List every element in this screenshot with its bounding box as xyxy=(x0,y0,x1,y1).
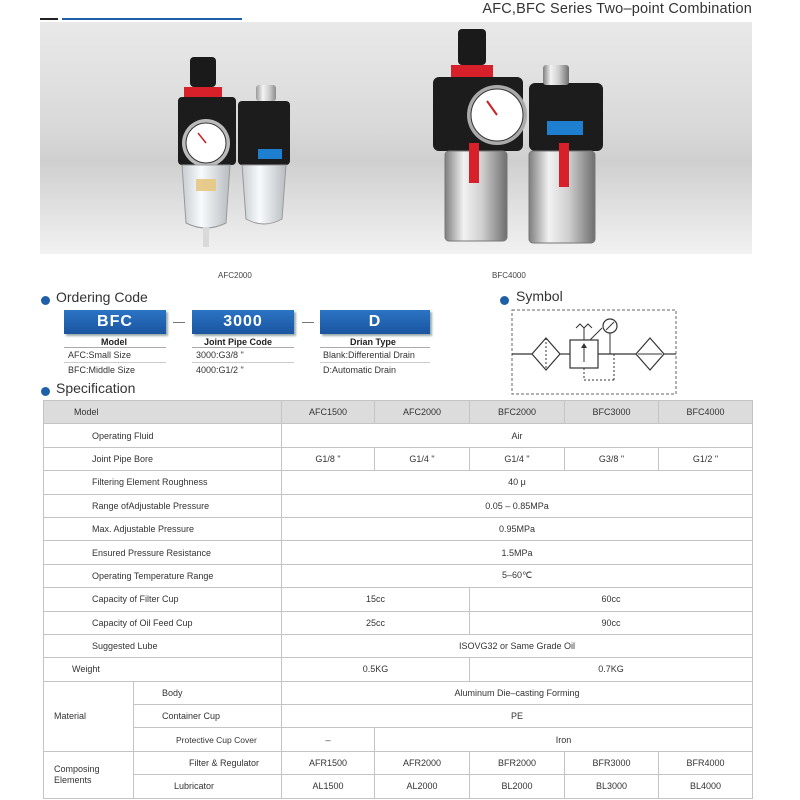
row-value: PE xyxy=(282,705,753,728)
row-value: 1.5MPa xyxy=(282,541,753,564)
row-value: 0.95MPa xyxy=(282,517,753,540)
code-dash xyxy=(173,322,185,323)
row-value: ISOVG32 or Same Grade Oil xyxy=(282,634,753,657)
drain-option-auto: D:Automatic Drain xyxy=(323,365,397,375)
model-cell: AFC2000 xyxy=(375,401,470,424)
drain-option-blank: Blank:Differential Drain xyxy=(323,350,415,360)
model-cell: AFC1500 xyxy=(282,401,375,424)
row-value: BFR4000 xyxy=(659,751,753,774)
row-value: 60cc xyxy=(470,588,753,611)
row-value: 0.05 – 0.85MPa xyxy=(282,494,753,517)
model-cell: BFC3000 xyxy=(565,401,659,424)
afc2000-caption: AFC2000 xyxy=(218,271,252,280)
row-value: G1/4 " xyxy=(375,447,470,470)
row-label: Operating Temperature Range xyxy=(44,564,282,587)
pipe-option-4000: 4000:G1/2 " xyxy=(196,365,244,375)
model-rule-2 xyxy=(64,362,166,363)
pipe-option-3000: 3000:G3/8 " xyxy=(196,350,244,360)
row-value: – xyxy=(282,728,375,751)
row-value: 15cc xyxy=(282,588,470,611)
table-row xyxy=(44,728,753,751)
code-box-model: BFC xyxy=(64,310,166,334)
model-option-small: AFC:Small Size xyxy=(68,350,132,360)
model-cell: BFC2000 xyxy=(470,401,565,424)
pipe-field-title: Joint Pipe Code xyxy=(204,337,273,347)
pneumatic-symbol-diagram xyxy=(510,308,678,396)
drain-rule xyxy=(320,347,430,348)
row-label: Joint Pipe Bore xyxy=(44,447,282,470)
row-value: 0.5KG xyxy=(282,658,470,681)
model-header-cell: Model xyxy=(44,401,282,424)
row-value: 0.7KG xyxy=(470,658,753,681)
symbol-bullet xyxy=(500,292,509,310)
ordering-code-heading: Ordering Code xyxy=(56,289,148,305)
code-box-pipe: 3000 xyxy=(192,310,294,334)
table-row xyxy=(44,424,753,447)
row-value: AL2000 xyxy=(375,775,470,798)
table-row xyxy=(44,564,753,587)
table-row xyxy=(44,775,753,798)
model-field-title: Model xyxy=(101,337,127,347)
row-label: Body xyxy=(134,681,282,704)
row-value: G1/8 " xyxy=(282,447,375,470)
row-label: Weight xyxy=(44,658,282,681)
table-row xyxy=(44,705,753,728)
row-label: Operating Fluid xyxy=(44,424,282,447)
row-value: Air xyxy=(282,424,753,447)
row-value: G1/2 " xyxy=(659,447,753,470)
row-value: AFR2000 xyxy=(375,751,470,774)
row-value: G3/8 " xyxy=(565,447,659,470)
model-rule xyxy=(64,347,166,348)
table-row xyxy=(44,494,753,517)
code-box-drain: D xyxy=(320,310,430,334)
ordering-bullet xyxy=(41,292,50,310)
row-label: Capacity of Oil Feed Cup xyxy=(44,611,282,634)
bfc4000-product-image xyxy=(425,25,615,255)
table-row xyxy=(44,471,753,494)
bfc4000-caption: BFC4000 xyxy=(492,271,526,280)
row-label: Filter & Regulator xyxy=(134,751,282,774)
row-value: 40 μ xyxy=(282,471,753,494)
row-value: BFR3000 xyxy=(565,751,659,774)
row-label: Range ofAdjustable Pressure xyxy=(44,494,282,517)
table-row xyxy=(44,634,753,657)
product-photo-band xyxy=(40,22,752,254)
table-row xyxy=(44,517,753,540)
row-value: AFR1500 xyxy=(282,751,375,774)
pipe-rule xyxy=(192,347,294,348)
header-rule-blue xyxy=(62,18,242,20)
row-value: Aluminum Die–casting Forming xyxy=(282,681,753,704)
symbol-heading: Symbol xyxy=(516,288,563,304)
specification-heading: Specification xyxy=(56,380,136,396)
row-label: Capacity of Filter Cup xyxy=(44,588,282,611)
row-value: BL2000 xyxy=(470,775,565,798)
table-row xyxy=(44,401,753,424)
table-row xyxy=(44,611,753,634)
pipe-rule-2 xyxy=(192,362,294,363)
row-label: Container Cup xyxy=(134,705,282,728)
row-label: Suggested Lube xyxy=(44,634,282,657)
row-label: Max. Adjustable Pressure xyxy=(44,517,282,540)
specification-table xyxy=(43,400,753,799)
material-group-label: Material xyxy=(44,681,134,751)
row-value: BL3000 xyxy=(565,775,659,798)
composing-group-label: Composing Elements xyxy=(44,751,134,798)
row-value: Iron xyxy=(375,728,753,751)
row-value: BFR2000 xyxy=(470,751,565,774)
code-dash xyxy=(302,322,314,323)
row-label: Filtering Element Roughness xyxy=(44,471,282,494)
drain-rule-2 xyxy=(320,362,430,363)
page-title: AFC,BFC Series Two–point Combination xyxy=(482,1,752,17)
row-value: AL1500 xyxy=(282,775,375,798)
row-value: BL4000 xyxy=(659,775,753,798)
model-option-middle: BFC:Middle Size xyxy=(68,365,136,375)
row-value: 90cc xyxy=(470,611,753,634)
row-value: 5–60℃ xyxy=(282,564,753,587)
table-row xyxy=(44,447,753,470)
table-row xyxy=(44,588,753,611)
row-value: 25cc xyxy=(282,611,470,634)
drain-field-title: Drian Type xyxy=(350,337,396,347)
table-row xyxy=(44,751,753,774)
model-cell: BFC4000 xyxy=(659,401,753,424)
table-row xyxy=(44,658,753,681)
table-row xyxy=(44,541,753,564)
afc2000-product-image xyxy=(170,55,310,250)
row-label: Protective Cup Cover xyxy=(134,728,282,751)
row-label: Ensured Pressure Resistance xyxy=(44,541,282,564)
table-row xyxy=(44,681,753,704)
row-value: G1/4 " xyxy=(470,447,565,470)
header-rule-dark xyxy=(40,18,58,20)
spec-bullet xyxy=(41,383,50,401)
row-label: Lubricator xyxy=(134,775,282,798)
